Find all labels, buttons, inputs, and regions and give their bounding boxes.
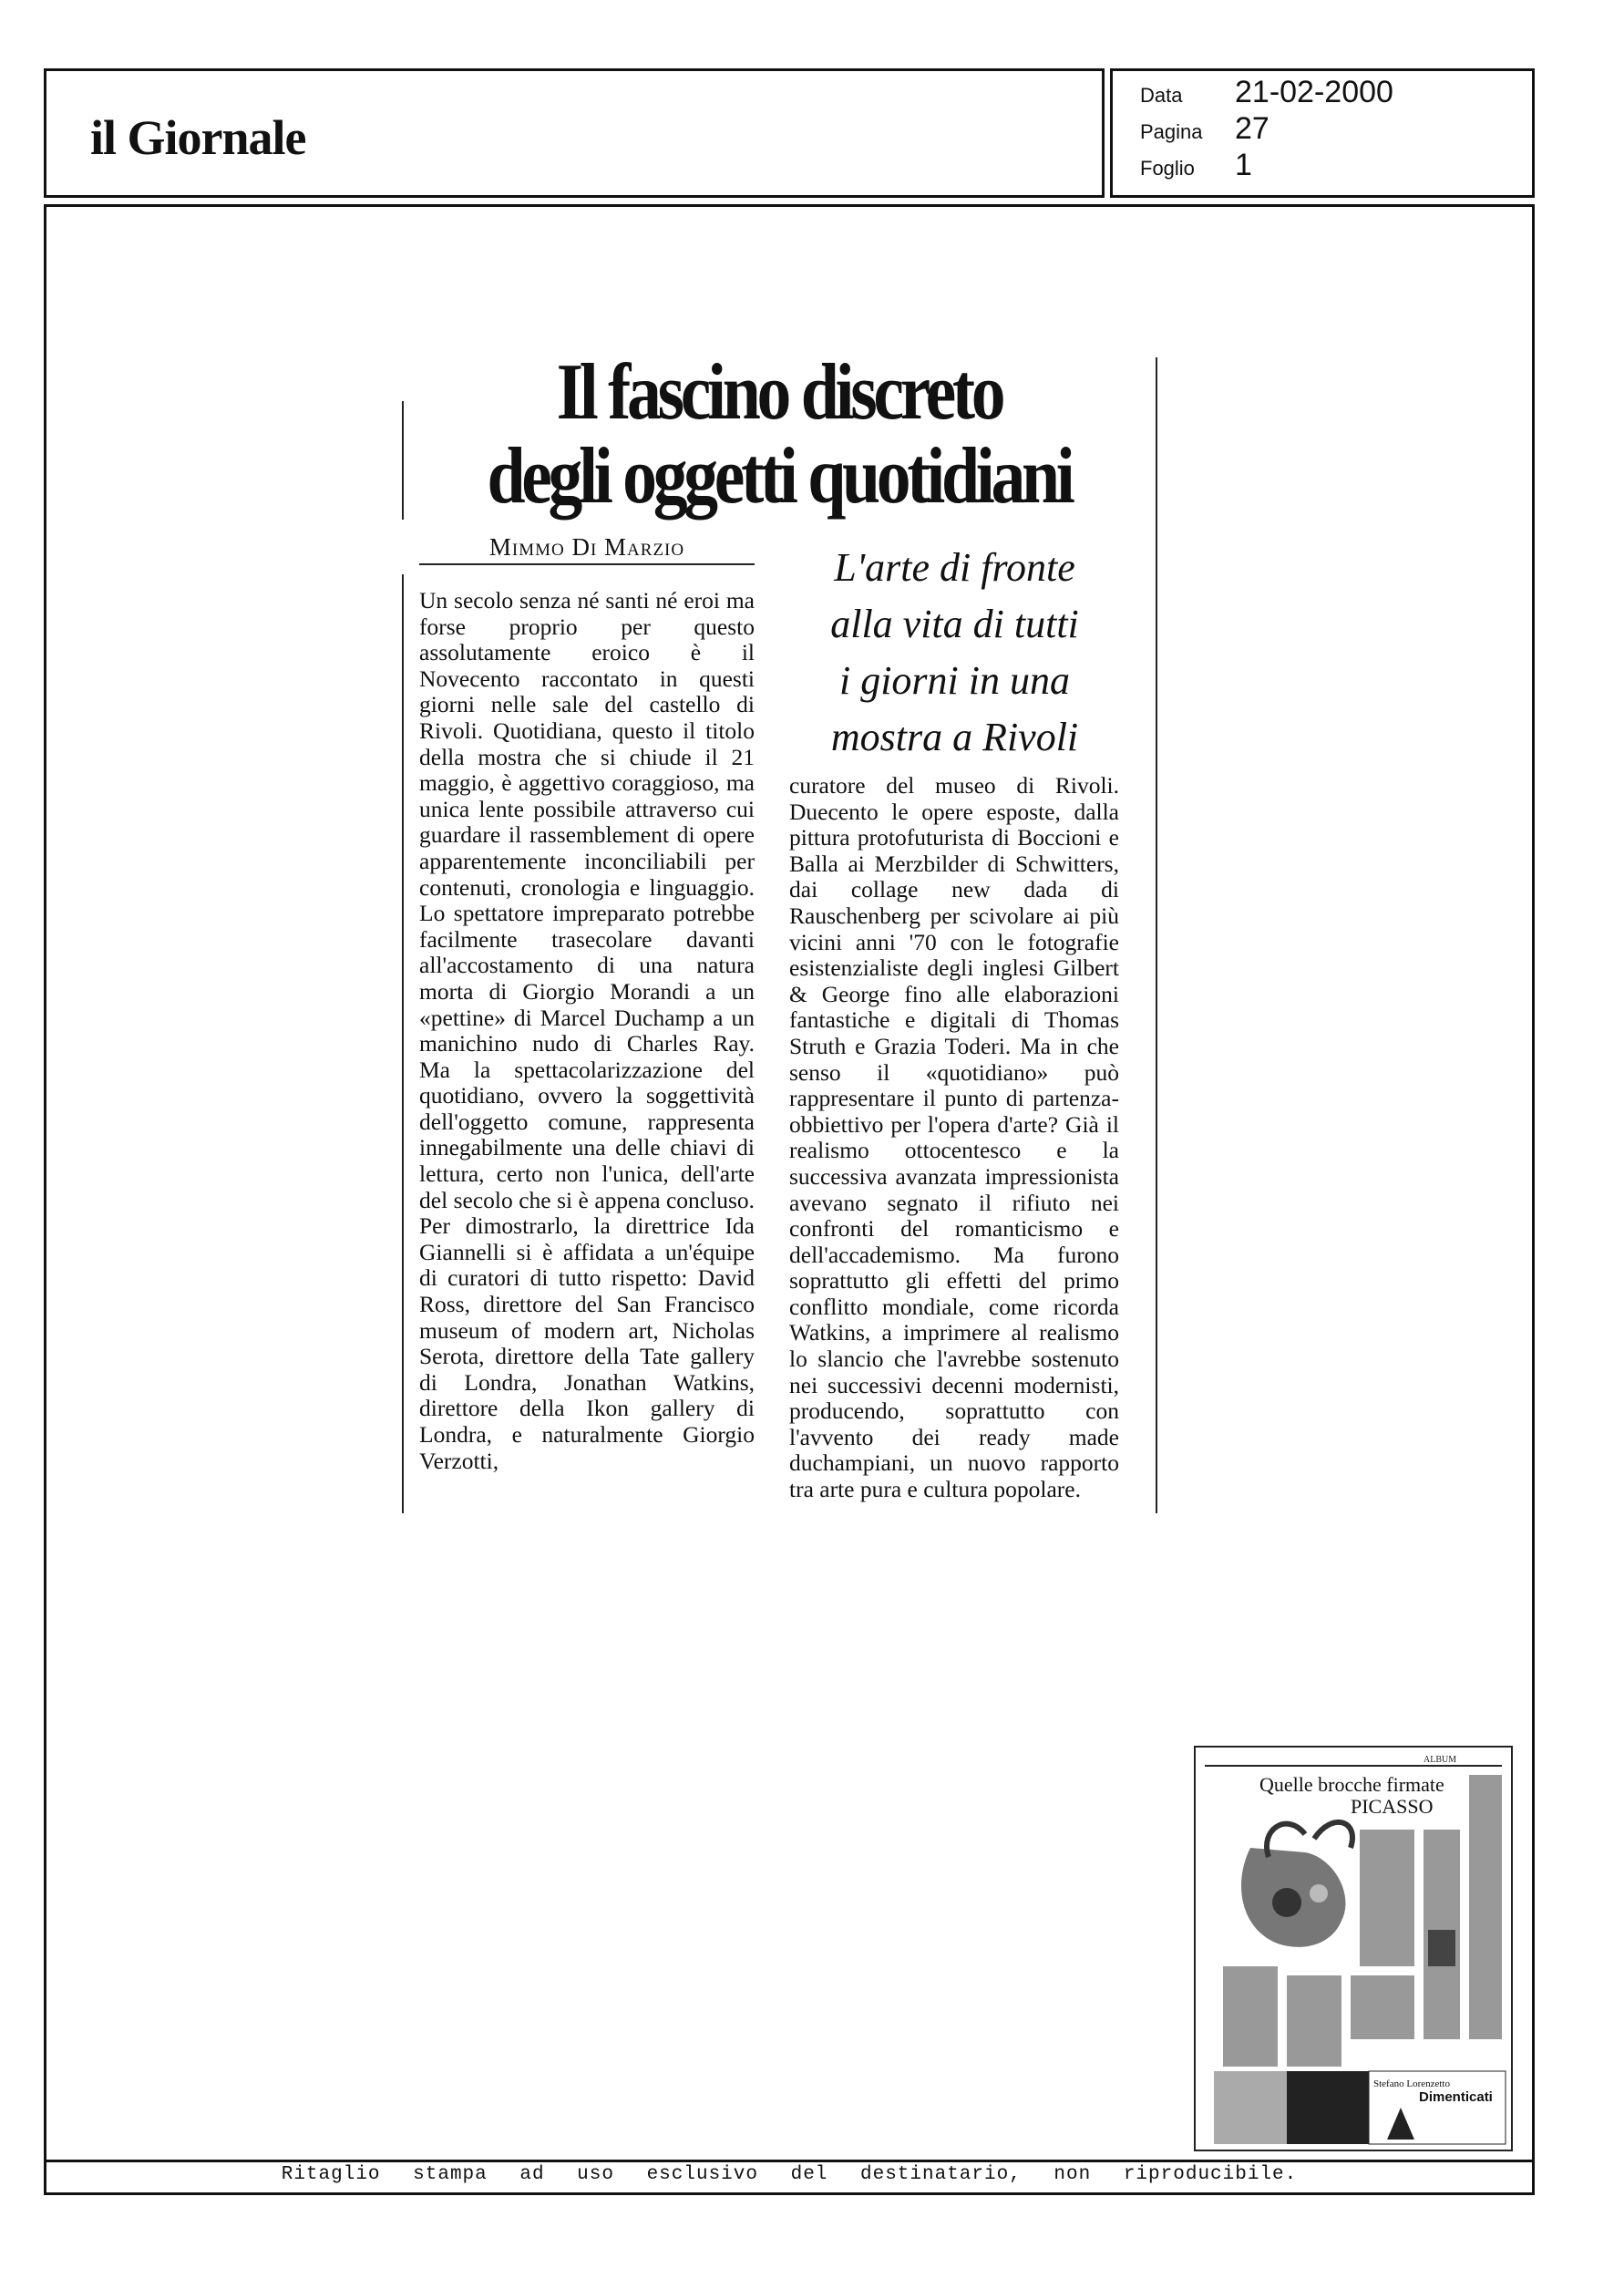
subtitle-line: mostra a Rivoli bbox=[830, 715, 1079, 759]
left-rule bbox=[402, 574, 404, 1513]
thumb-sub-title: Dimenticati bbox=[1419, 2089, 1493, 2105]
byline-author: Mimmo Di Marzio bbox=[488, 533, 685, 561]
headline-line-1: Il fascino discreto bbox=[556, 348, 1002, 437]
data-value: 21-02-2000 bbox=[1235, 75, 1393, 109]
pagina-label: Pagina bbox=[1140, 120, 1203, 143]
meta-row-foglio bbox=[1127, 148, 1528, 184]
footer-box bbox=[44, 2162, 1535, 2195]
article-column-right: curatore del museo di Rivoli. Duecento le opere esposte, dalla pittura protofuturista di Boccioni e Balla ai Merzbilder di Schwitters, dai collage new dada di Rauschenberg per scivolare ai più vicini anni '70 con le fotografie esistenzialiste degli inglesi Gilbert & George fino alle elaborazioni fantastiche e digitali di Thomas Struth e Grazia Toderi. Ma in che senso il «quotidiano» può rappresentare il punto di partenza-obbiettivo per l'opera d'arte? Già il realismo ottocentesco e la successiva avanzata impressionista avevano segnato il rifiuto nei confronti del romanticismo e dell'accademismo. Ma furono soprattutto gli effetti del primo conflitto mondiale, come ricorda Watkins, a imprimere al realismo lo slancio che l'avrebbe sostenuto nei successivi decenni modernisti, producendo, soprattutto con l'avvento dei ready made duchampiani, un nuovo rapporto tra arte pura e cultura popolare. bbox=[789, 772, 1119, 1503]
related-page-thumbnail bbox=[1194, 1746, 1513, 2151]
footer-notice: Ritaglio stampa ad uso esclusivo del destinatario, non riproducibile. bbox=[281, 2164, 1298, 2185]
thumb-headline: Quelle brocche firmate bbox=[1259, 1773, 1444, 1796]
thumb-sub-author: Stefano Lorenzetto bbox=[1373, 2078, 1450, 2089]
foglio-label: Foglio bbox=[1140, 157, 1195, 180]
article-headline bbox=[478, 348, 1081, 521]
data-label: Data bbox=[1140, 84, 1183, 107]
masthead-box bbox=[44, 68, 1105, 198]
left-rule-top bbox=[402, 401, 404, 520]
meta-row-pagina bbox=[1127, 111, 1528, 148]
meta-row-data bbox=[1127, 75, 1528, 111]
article-column-left: Un secolo senza né santi né eroi ma forse proprio per questo assolutamente eroico è il Novecento raccontato in questi giorni nelle sale del castello di Rivoli. Quotidiana, questo il titolo della mostra che si chiude il 21 maggio, è aggettivo coraggioso, ma unica lente possibile attraverso cui guardare il rassemblement di opere apparentemente inconciliabili per contenuti, cronologia e linguaggio. Lo spettatore impreparato potrebbe facilmente trasecolare davanti all'accostamento di una natura morta di Giorgio Morandi a un «pettine» di Marcel Duchamp a un manichino nudo di Charles Ray. Ma la spettacolarizzazione del quotidiano, ovvero la soggettività dell'oggetto comune, rappresenta innegabilmente una delle chiavi di lettura, certo non l'unica, dell'arte del secolo che si è appena concluso. Per dimostrarlo, la direttrice Ida Giannelli si è affidata a un'équipe di curatori di tutto rispetto: David Ross, direttore del San Francisco museum of modern art, Nicholas Serota, direttore della Tate gallery di Londra, Jonathan Watkins, direttore della Ikon gallery di Londra, e naturalmente Giorgio Verzotti, bbox=[419, 587, 755, 1474]
newspaper-logo: il Giornale bbox=[90, 110, 306, 165]
metadata-box bbox=[1110, 68, 1535, 198]
thumb-section: ALBUM bbox=[1424, 1755, 1457, 1765]
thumb-headline-2: PICASSO bbox=[1351, 1795, 1434, 1818]
subtitle-line: L'arte di fronte bbox=[834, 545, 1075, 590]
right-rule bbox=[1156, 357, 1157, 1513]
thumbnail-graphic bbox=[1196, 1748, 1511, 2150]
headline-line-2: degli oggetti quotidiani bbox=[487, 432, 1072, 521]
article-subtitle bbox=[793, 540, 1116, 766]
foglio-value: 1 bbox=[1235, 148, 1252, 182]
subtitle-line: alla vita di tutti bbox=[830, 602, 1079, 646]
byline bbox=[419, 533, 755, 565]
subtitle-line: i giorni in una bbox=[838, 658, 1071, 703]
pagina-value: 27 bbox=[1235, 111, 1269, 146]
